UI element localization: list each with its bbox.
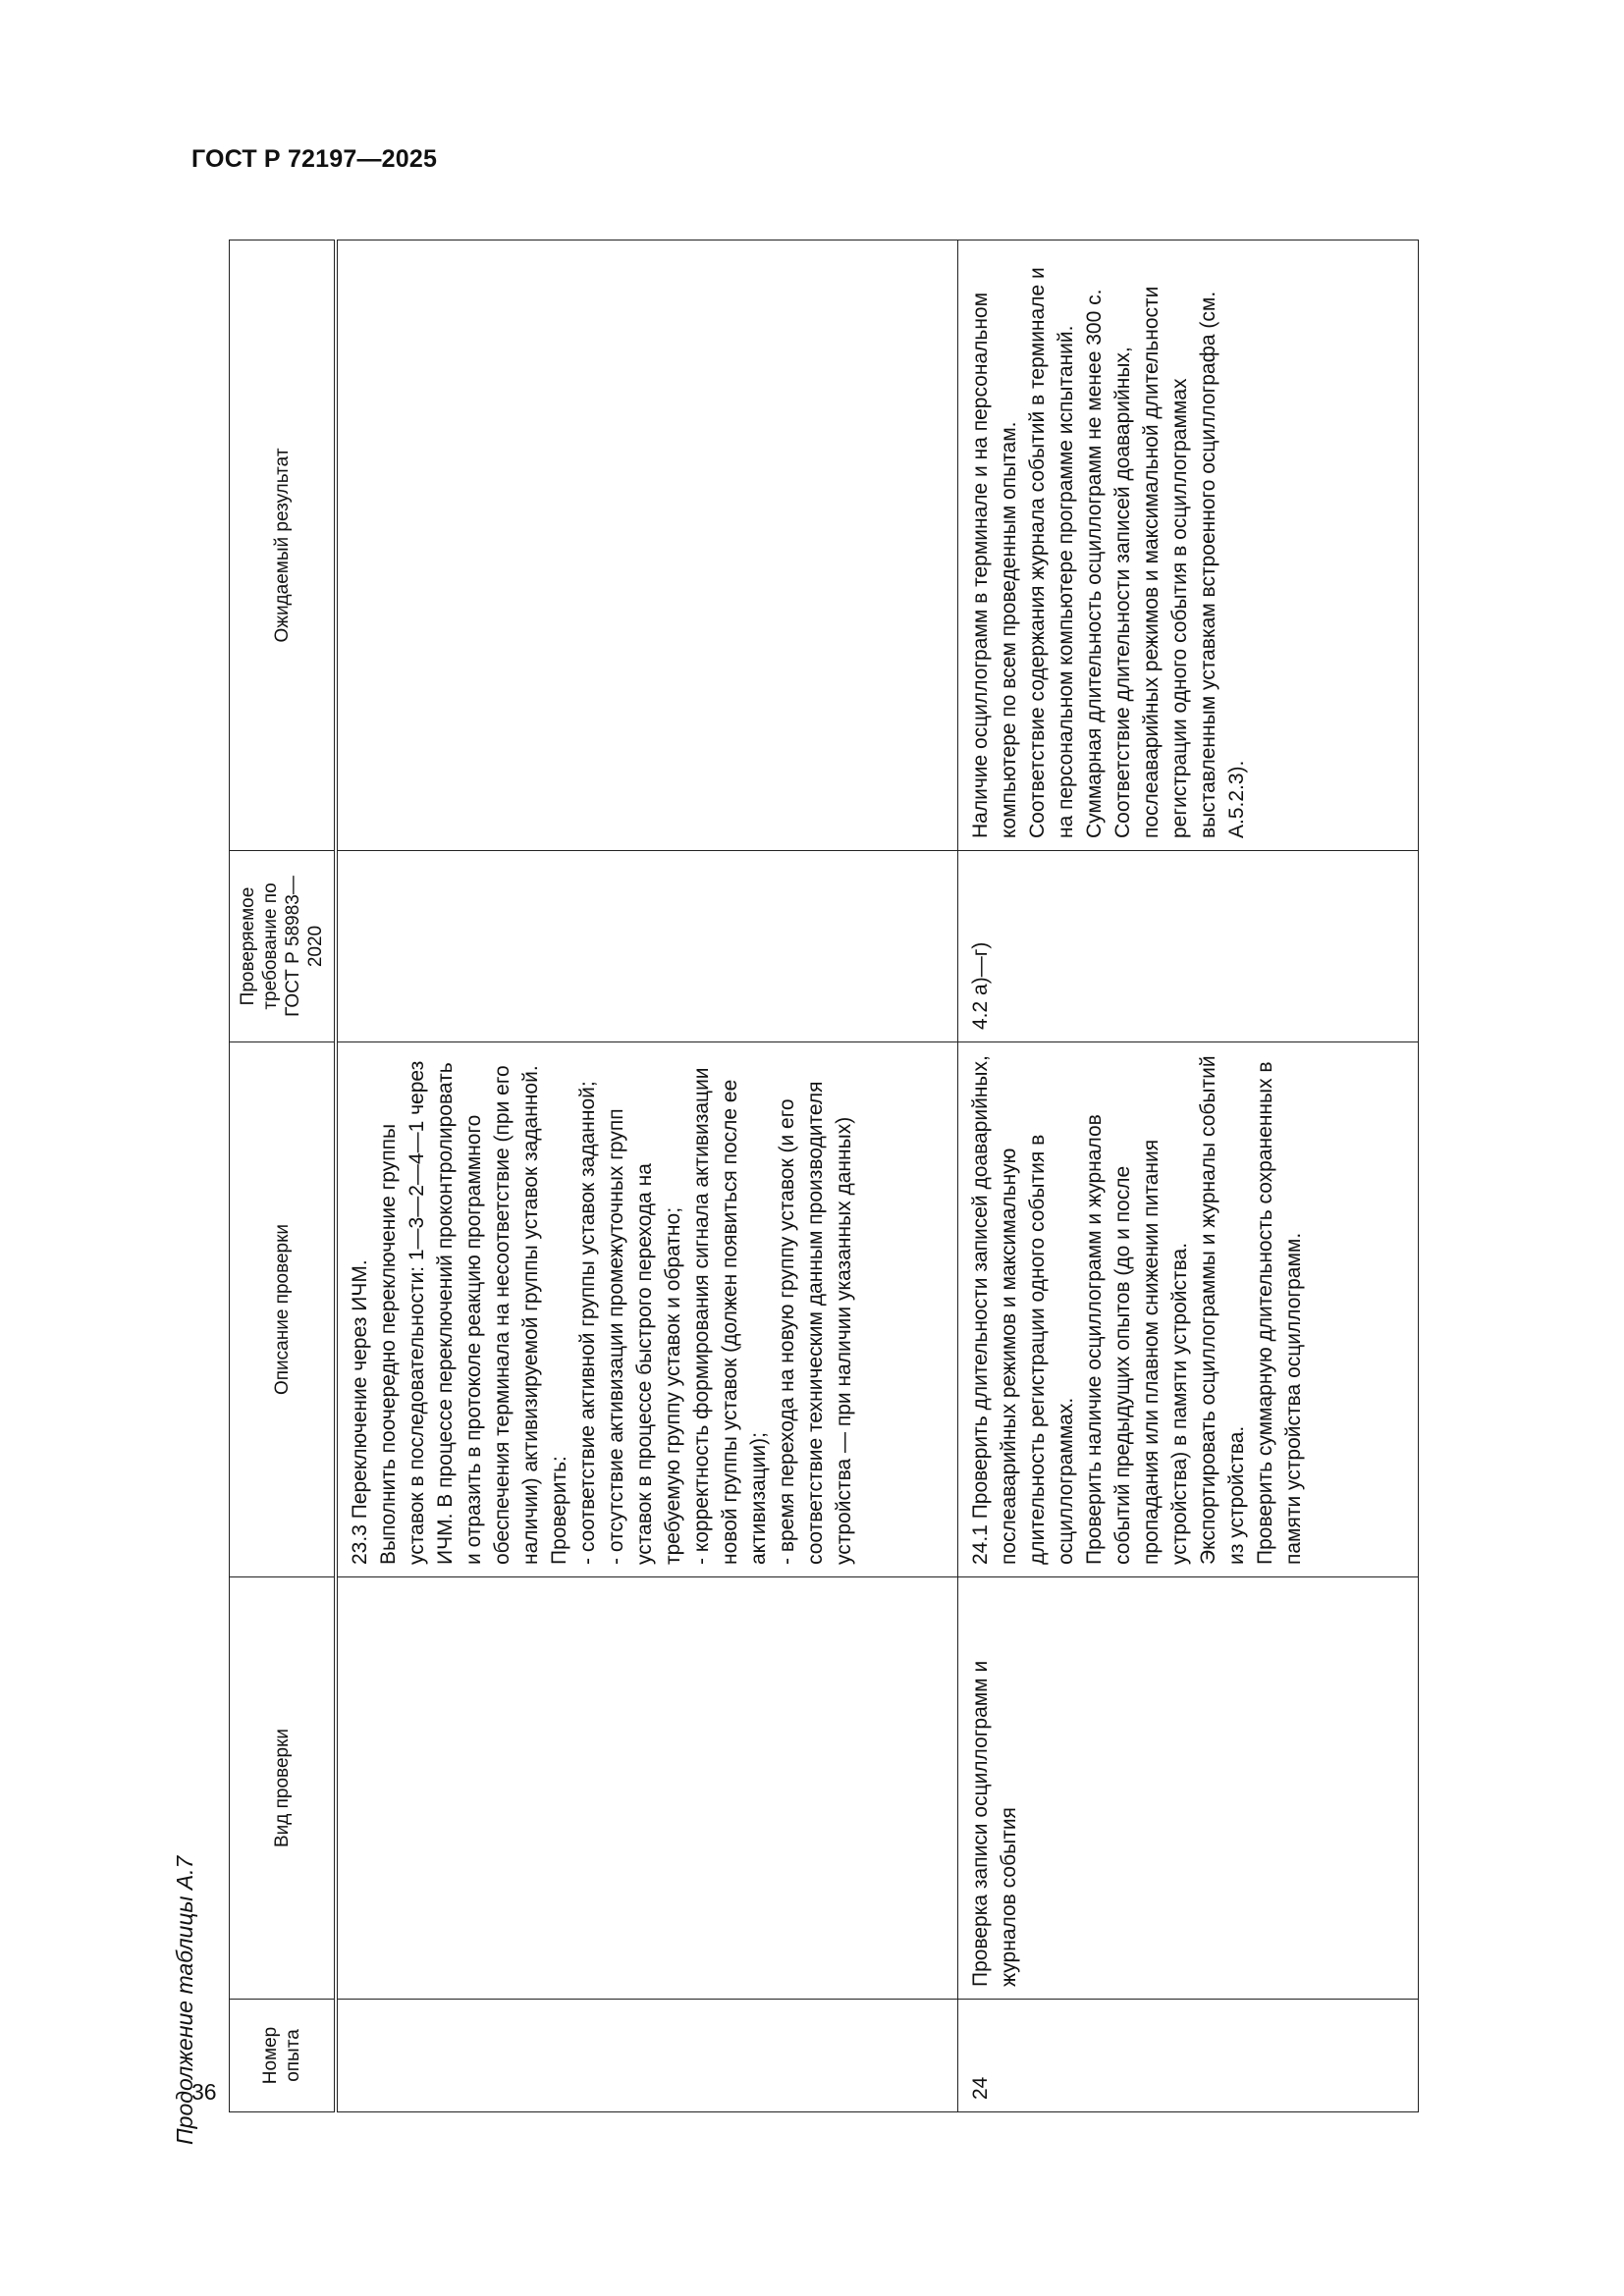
test-table: [229, 240, 1419, 2112]
cell-number: 24: [958, 2000, 1419, 2112]
table-row: [958, 240, 1419, 2112]
description-line: 23.3 Переключение через ИЧМ.: [349, 1259, 371, 1565]
column-header-requirement: Проверяемое требование по ГОСТ Р 58983—2020: [230, 851, 337, 1042]
description-line: Проверить суммарную длительность сохраненных в памяти устройства осциллограмм.: [1254, 1061, 1305, 1565]
expected-line: Суммарная длительность осциллограмм не менее 300 с. Соответствие длительности записей доаварийных, послеаварийных режимов и максимальной длительности регистрации одного события в осциллограммах выставленным уставкам встроенного осциллографа (см. А.5.2.3).: [1083, 286, 1248, 838]
description-line: - соответствие активной группы уставок заданной;: [576, 1081, 599, 1565]
cell-requirement: 4.2 а)—г): [958, 851, 1419, 1042]
table-row: [336, 240, 958, 2112]
column-header-description: Описание проверки: [230, 1042, 337, 1577]
description-line: Выполнить поочередно переключение группы уставок в последовательности: 1—3—2—4—1 через ИЧМ. В процессе переключений проконтролировать и отразить в протоколе реакцию программного обеспечения терминала на несоответствие (при его наличии) активизируемой группы уставок заданной.: [377, 1060, 542, 1565]
cell-expected: [958, 240, 1419, 851]
table-header-row: [230, 240, 337, 2112]
cell-description: [336, 1042, 958, 1577]
description-line: - отсутствие активизации промежуточных групп уставок в процессе быстрого перехода на требуемую группу уставок и обратно;: [605, 1108, 684, 1565]
description-line: Экспортировать осциллограммы и журналы событий из устройства.: [1197, 1055, 1248, 1565]
description-line: - время перехода на новую группу уставок (и его соответствие техническим данным производителя устройства — при наличии указанных данных): [776, 1081, 855, 1565]
column-header-check-type: Вид проверки: [230, 1577, 337, 2000]
cell-check-type: Проверка записи осциллограмм и журналов события: [958, 1577, 1419, 2000]
description-line: Проверить:: [548, 1456, 570, 1565]
cell-expected: [336, 240, 958, 851]
cell-check-type: [336, 1577, 958, 2000]
column-header-number: Номер опыта: [230, 2000, 337, 2112]
expected-line: Наличие осциллограмм в терминале и на персональном компьютере по всем проведенным опытам.: [969, 292, 1020, 838]
cell-requirement: [336, 851, 958, 1042]
table-caption: Продолжение таблицы А.7: [172, 1855, 197, 2145]
document-header: ГОСТ Р 72197—2025: [191, 145, 438, 173]
description-line: 24.1 Проверить длительности записей доаварийных, послеаварийных режимов и максимальную длительность регистрации одного события в осциллограммах.: [969, 1055, 1077, 1565]
column-header-expected: Ожидаемый результат: [230, 240, 337, 851]
page-number: 36: [191, 2079, 217, 2105]
cell-number: [336, 2000, 958, 2112]
expected-line: Соответствие содержания журнала событий в терминале и на персональном компьютере программе испытаний.: [1026, 267, 1077, 838]
cell-description: [958, 1042, 1419, 1577]
description-line: - корректность формирования сигнала активизации новой группы уставок (должен появиться после ее активизации);: [690, 1067, 770, 1565]
rotated-table-block: [172, 231, 1438, 2145]
description-line: Проверить наличие осциллограмм и журналов событий предыдущих опытов (до и после пропадания или плавном снижении питания устройства) в памяти устройства.: [1083, 1114, 1191, 1565]
